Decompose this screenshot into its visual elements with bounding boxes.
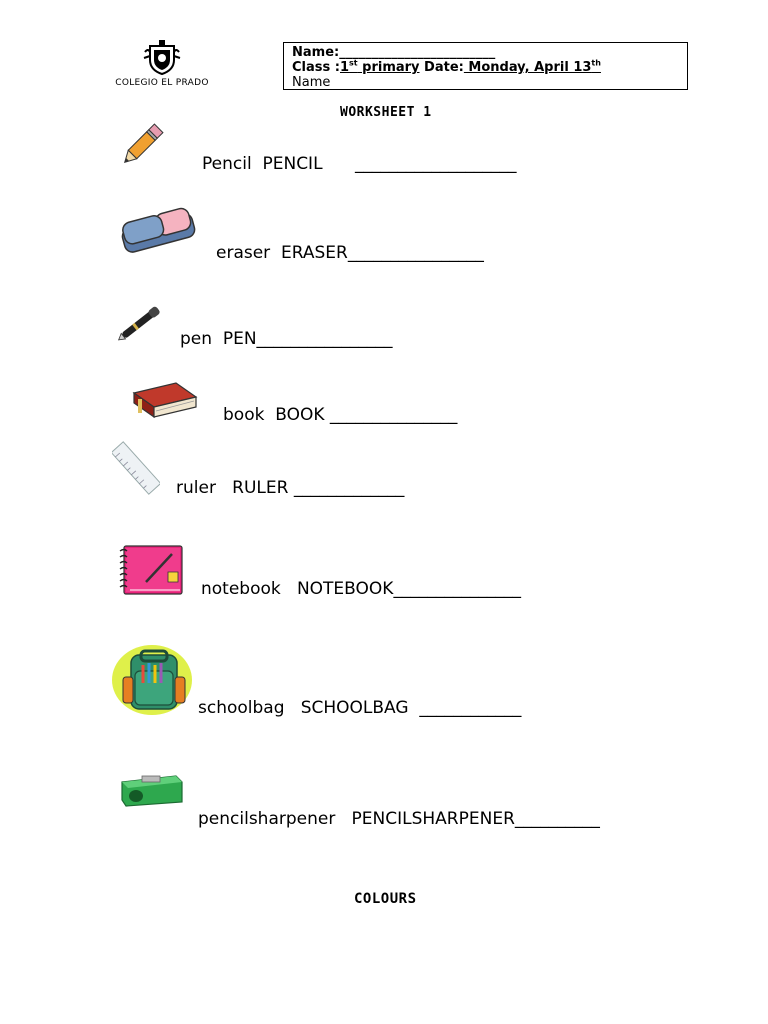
notebook-icon [116,542,186,598]
class-suffix: st [349,58,358,68]
pen-icon [113,298,169,348]
date-value [464,60,601,75]
school-logo [110,38,214,94]
item-eraser: eraser ERASER________________ [216,243,484,263]
class-label: Class : [292,60,340,75]
item-schoolbag: schoolbag SCHOOLBAG ____________ [198,698,522,718]
pencil-icon [118,121,164,171]
item-ruler: ruler RULER _____________ [176,478,405,498]
date-label: Date: [419,60,464,75]
name-blank[interactable]: ________________________ [339,45,496,60]
date-text: Monday, April 13 [463,60,592,75]
item-pencil-sharpener: pencilsharpener PENCILSHARPENER__________ [198,809,600,829]
class-value [340,60,420,75]
student-info-box [283,42,688,90]
eraser-icon [118,203,198,259]
worksheet-title: WORKSHEET 1 [340,105,432,120]
ruler-icon [112,440,160,496]
pencil-sharpener-icon [118,768,186,808]
name2-label: Name [292,75,331,86]
colours-heading: COLOURS [354,891,417,907]
class-date-row [292,60,679,75]
date-suffix: th [591,58,601,68]
class-number: 1 [339,60,350,75]
school-crest-icon [142,38,182,76]
item-pen: pen PEN________________ [180,329,393,349]
school-name: COLEGIO EL PRADO [115,78,209,88]
item-notebook: notebook NOTEBOOK_______________ [201,579,521,599]
class-level: primary [357,60,420,75]
item-pencil: Pencil PENCIL ___________________ [202,154,517,174]
schoolbag-icon [111,643,195,717]
item-book: book BOOK _______________ [223,405,458,425]
name2-row [292,75,679,86]
book-icon [130,377,200,421]
name-label: Name: [292,45,340,60]
